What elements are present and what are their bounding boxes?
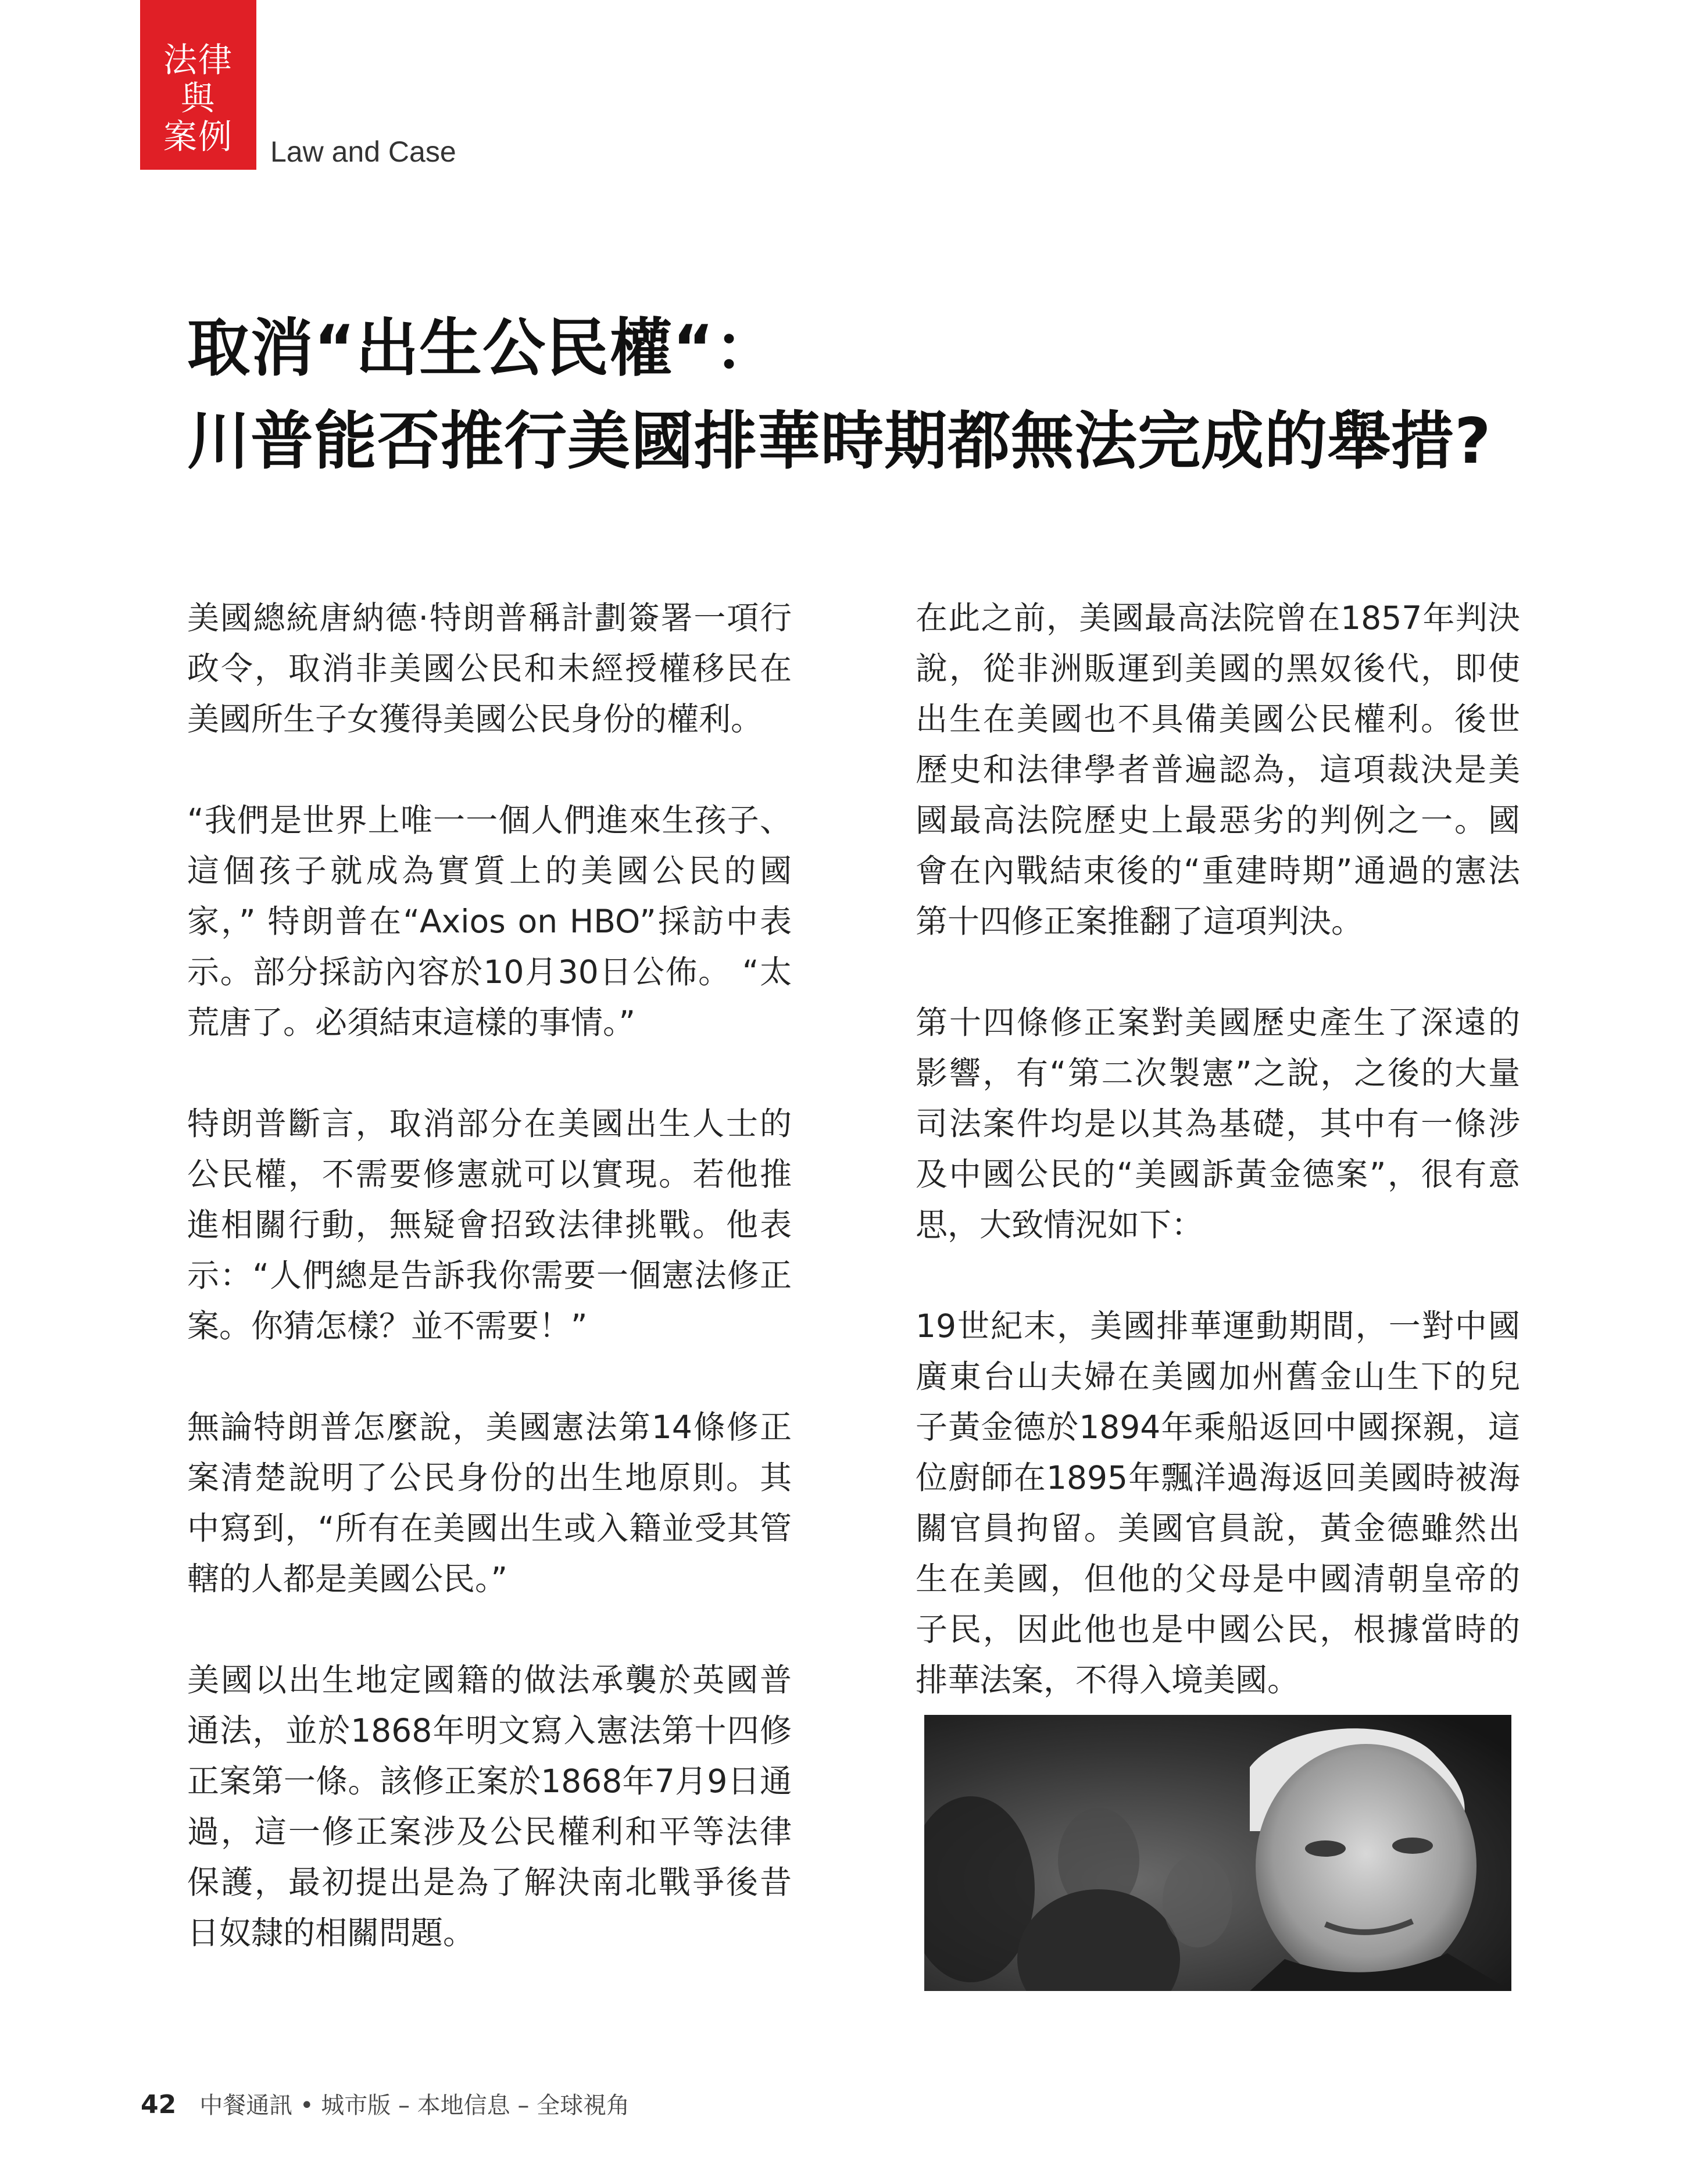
page-number: 42 [141, 2090, 177, 2119]
paragraph: 特朗普斷言，取消部分在美國出生人士的公民權，不需要修憲就可以實現。若他推進相關行動，無疑會招致法律挑戰。他表示：“人們總是告訴我你需要一個憲法修正案。你猜怎樣？並不需要！” [187, 1105, 792, 1345]
section-tag-english: Law and Case [270, 135, 456, 168]
paragraph: 19世紀末，美國排華運動期間，一對中國廣東台山夫婦在美國加州舊金山生下的兒子黃金德於1894年乘船返回中國探親，這位廚師在1895年飄洋過海返回美國時被海關官員拘留。美國官員說，黃金德雖然出生在美國，但他的父母是中國清朝皇帝的子民，因此他也是中國公民，根據當時的排華法案，不得入境美國。 [916, 1307, 1520, 1699]
right-column [916, 593, 1520, 1756]
section-tag-line2: 與 [180, 78, 216, 118]
section-tag-line1: 法律 [163, 40, 233, 80]
publication-name: 中餐通訊 • 城市版 – 本地信息 – 全球視角 [199, 2092, 630, 2119]
photo-illustration [924, 1715, 1511, 1991]
paragraph: 美國以出生地定國籍的做法承襲於英國普通法，並於1868年明文寫入憲法第十四修正案第一條。該修正案於1868年7月9日通過，這一修正案涉及公民權利和平等法律保護，最初提出是為了解決南北戰爭後昔日奴隸的相關問題。 [187, 1661, 792, 1951]
paragraph: “我們是世界上唯一一個人們進來生孩子、這個孩子就成為實質上的美國公民的國家，” 特朗普在“Axios on HBO”採訪中表示。部分採訪內容於10月30日公佈。 “太荒唐了。必須結束這樣的事情。” [187, 802, 792, 1041]
section-tag [140, 0, 256, 170]
article-title [187, 302, 1524, 488]
page-footer [141, 2087, 630, 2120]
paragraph: 美國總統唐納德·特朗普稱計劃簽署一項行政令，取消非美國公民和未經授權移民在美國所生子女獲得美國公民身份的權利。 [187, 599, 792, 738]
paragraph: 無論特朗普怎麼說，美國憲法第14條修正案清楚說明了公民身份的出生地原則。其中寫到，“所有在美國出生或入籍並受其管轄的人都是美國公民。” [187, 1409, 792, 1597]
paragraph: 在此之前，美國最高法院曾在1857年判決說，從非洲販運到美國的黑奴後代，即使出生在美國也不具備美國公民權利。後世歷史和法律學者普遍認為，這項裁決是美國最高法院歷史上最惡劣的判例之一。國會在內戰結束後的“重建時期”通過的憲法第十四修正案推翻了這項判決。 [916, 599, 1520, 940]
left-column [187, 593, 792, 2009]
paragraph: 第十四條修正案對美國歷史產生了深遠的影響，有“第二次製憲”之說，之後的大量司法案件均是以其為基礎，其中有一條涉及中國公民的“美國訴黃金德案”，很有意思，大致情況如下： [916, 1004, 1520, 1243]
section-tag-line3: 案例 [163, 117, 233, 156]
article-photo [924, 1715, 1511, 1991]
title-line1: 取消“出生公民權“： [187, 312, 778, 385]
title-line2: 川普能否推行美國排華時期都無法完成的舉措? [187, 405, 1492, 478]
